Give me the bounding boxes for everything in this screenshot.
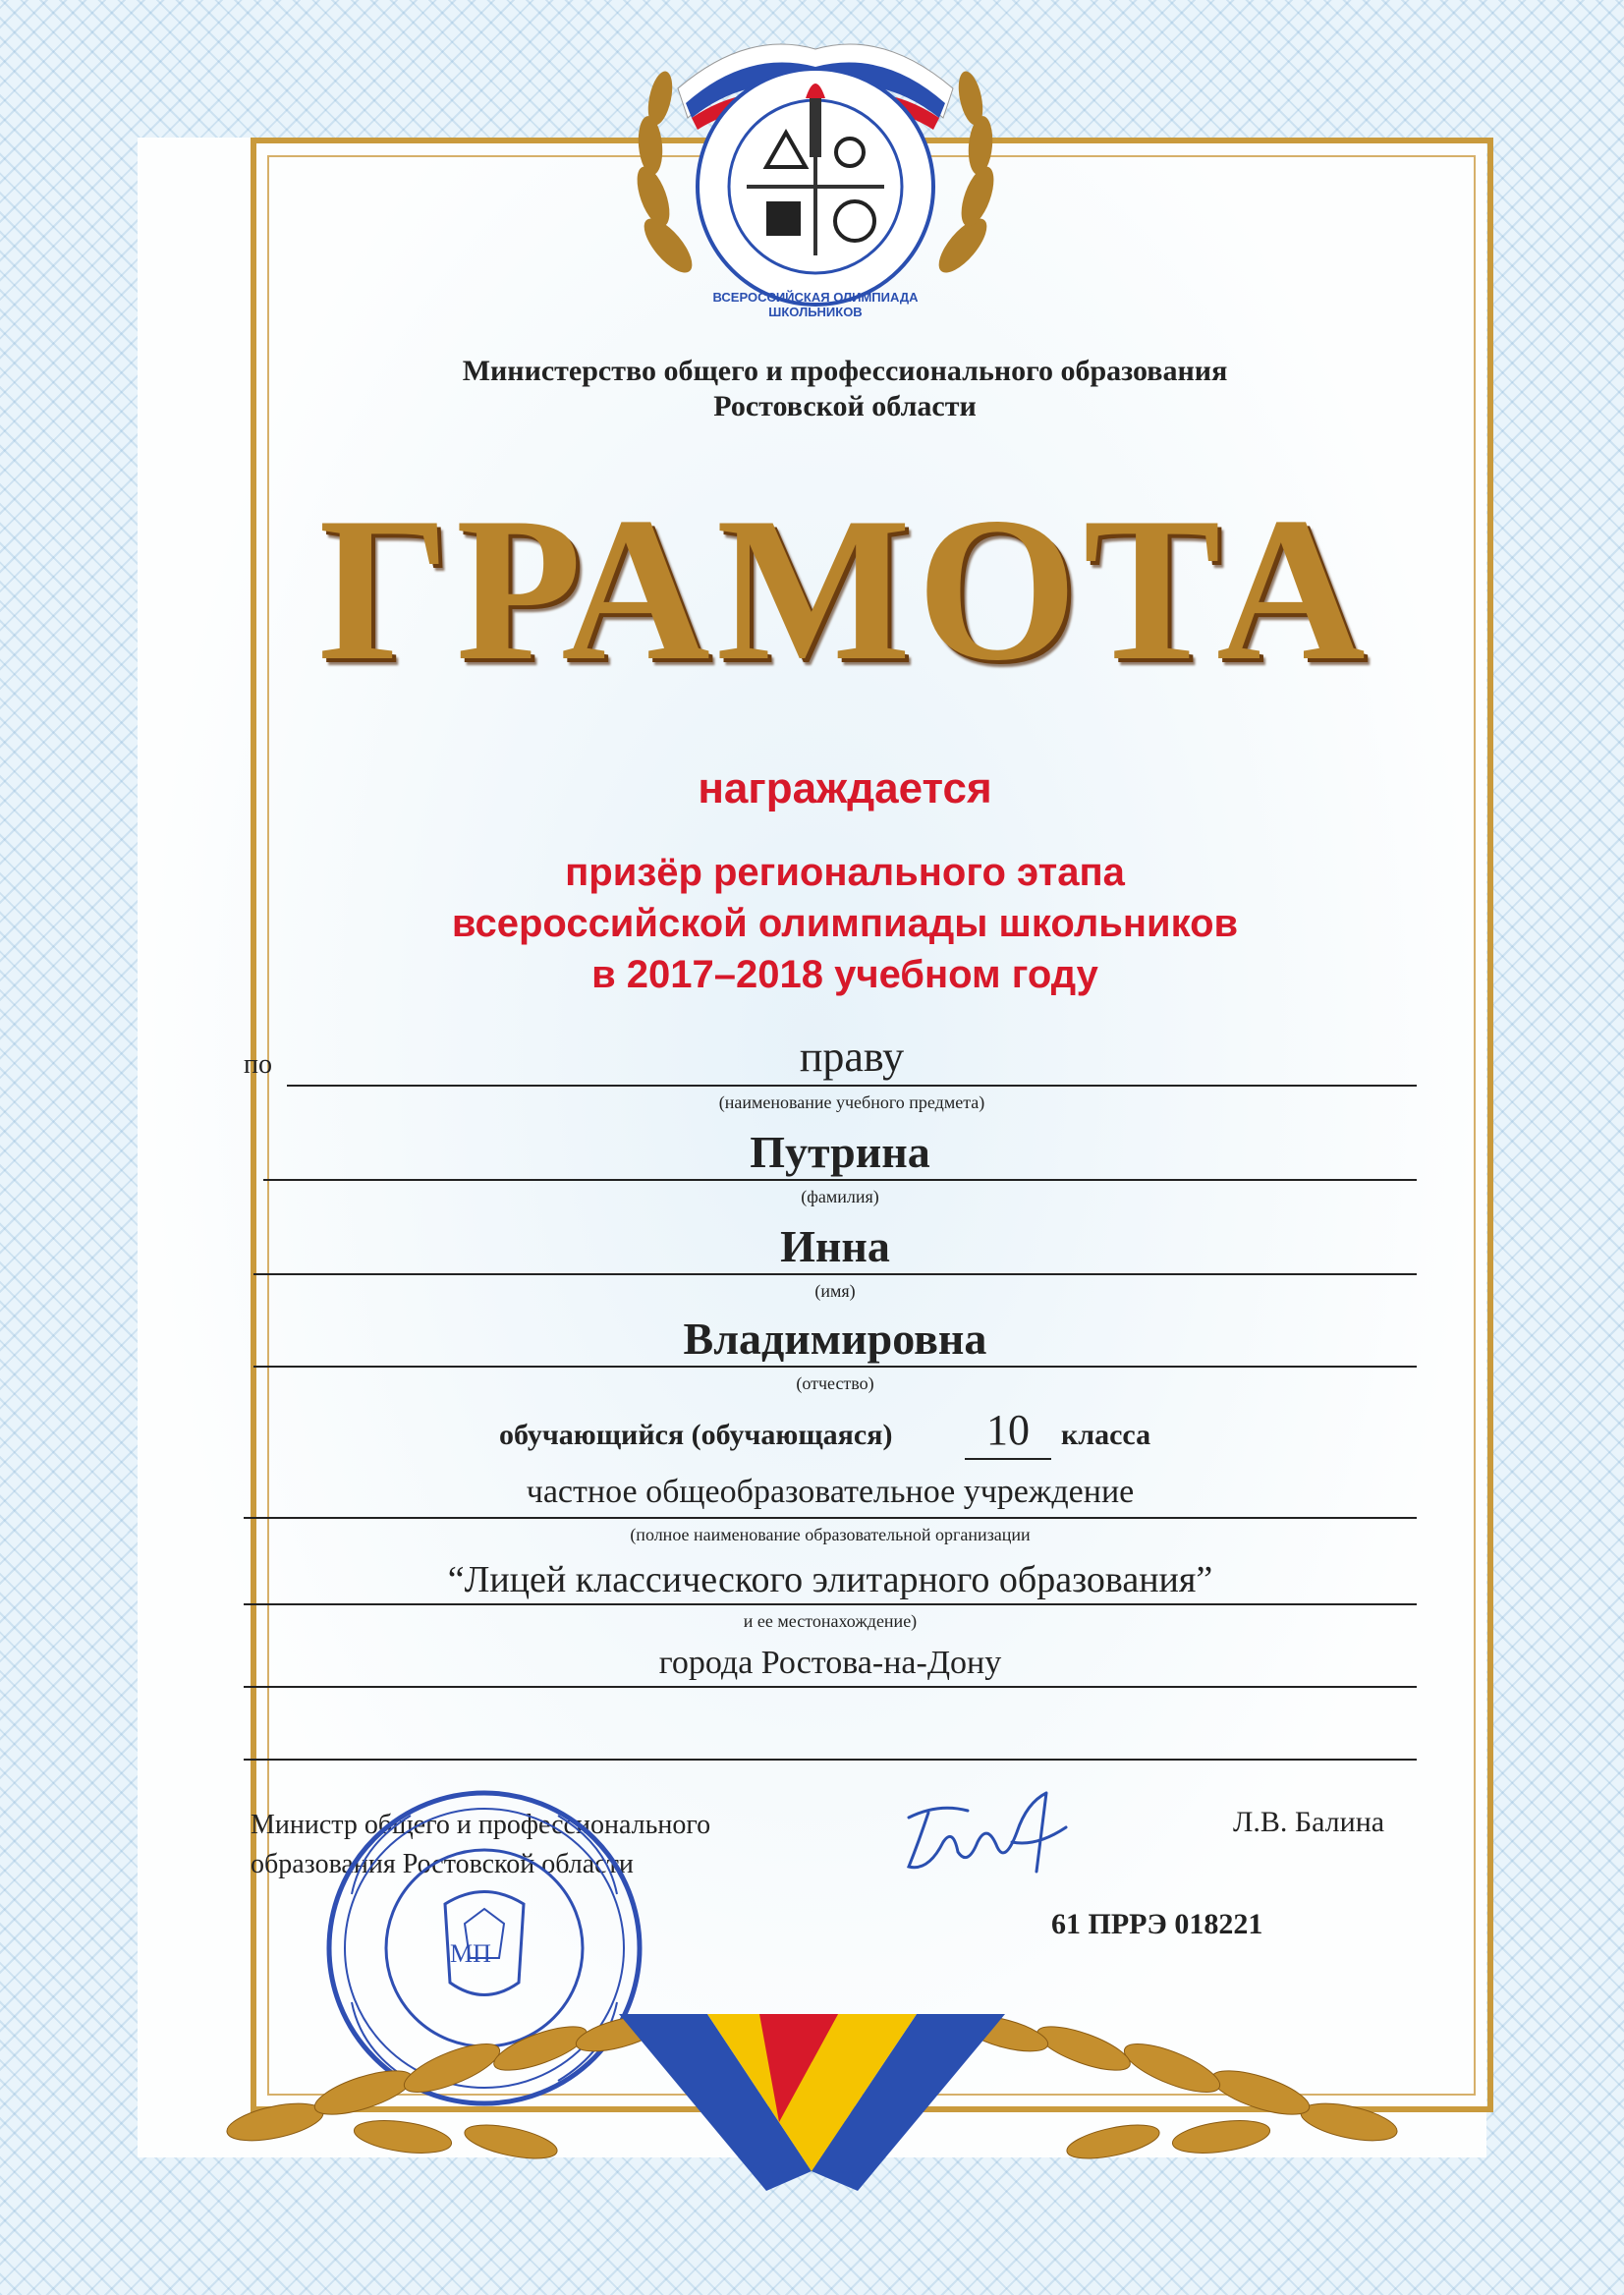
patronymic-line [253, 1366, 1417, 1368]
grade-suffix: класса [1061, 1419, 1151, 1451]
name-hint: (имя) [814, 1281, 856, 1301]
awarded-label: награждается [698, 764, 992, 812]
grade-value: 10 [986, 1406, 1030, 1454]
ministry-header [295, 354, 1395, 424]
name-line [253, 1273, 1417, 1275]
subject-line [287, 1085, 1417, 1087]
prize-line-1: призёр регионального этапа [565, 851, 1125, 894]
blank-line [244, 1759, 1417, 1761]
org-line-2: “Лицей классического элитарного образования” [447, 1559, 1213, 1600]
org-line-3-underline [244, 1686, 1417, 1688]
laurel-ribbon-decoration [157, 1975, 1467, 2201]
subject-hint: (наименование учебного предмета) [718, 1092, 985, 1112]
signature [899, 1773, 1086, 1891]
ministry-line-1: Министерство общего и профессионального образования [462, 355, 1228, 387]
patronymic-hint: (отчество) [796, 1373, 874, 1393]
student-label: обучающийся (обучающаяся) [499, 1419, 893, 1451]
subject-prefix: по [244, 1049, 272, 1080]
certificate-title: ГРАМОТА [318, 476, 1372, 703]
org-hint-1: (полное наименование образовательной организации [630, 1525, 1031, 1544]
signatory-name: Л.В. Балина [1233, 1806, 1385, 1838]
prize-line-2: всероссийской олимпиады школьников [451, 902, 1239, 945]
patronymic-value: Владимировна [683, 1314, 987, 1364]
serial-number: 61 ПРРЭ 018221 [1051, 1908, 1263, 1940]
ministry-line-2: Ростовской области [713, 390, 977, 422]
prize-description [295, 847, 1395, 1000]
surname-line [263, 1179, 1417, 1181]
org-line-1-underline [244, 1517, 1417, 1519]
subject-value: праву [799, 1033, 905, 1081]
signatory-title-line-2: образования Ростовской области [251, 1849, 634, 1879]
prize-line-3: в 2017–2018 учебном году [591, 953, 1098, 996]
name-value: Инна [780, 1221, 890, 1271]
org-line-3: города Ростова-на-Дону [658, 1645, 1002, 1681]
emblem-ring-text: ВСЕРОССИЙСКАЯ ОЛИМПИАДА ШКОЛЬНИКОВ [712, 290, 919, 319]
org-hint-2: и ее местонахождение) [743, 1611, 918, 1631]
stamp-mark: МП [450, 1939, 491, 1968]
org-line-1: частное общеобразовательное учреждение [526, 1474, 1135, 1510]
surname-hint: (фамилия) [801, 1187, 879, 1206]
surname-value: Путрина [750, 1127, 930, 1177]
grade-line [965, 1458, 1051, 1460]
org-line-2-underline [244, 1603, 1417, 1605]
signatory-title-line-1: Министр общего и профессионального [251, 1810, 711, 1840]
